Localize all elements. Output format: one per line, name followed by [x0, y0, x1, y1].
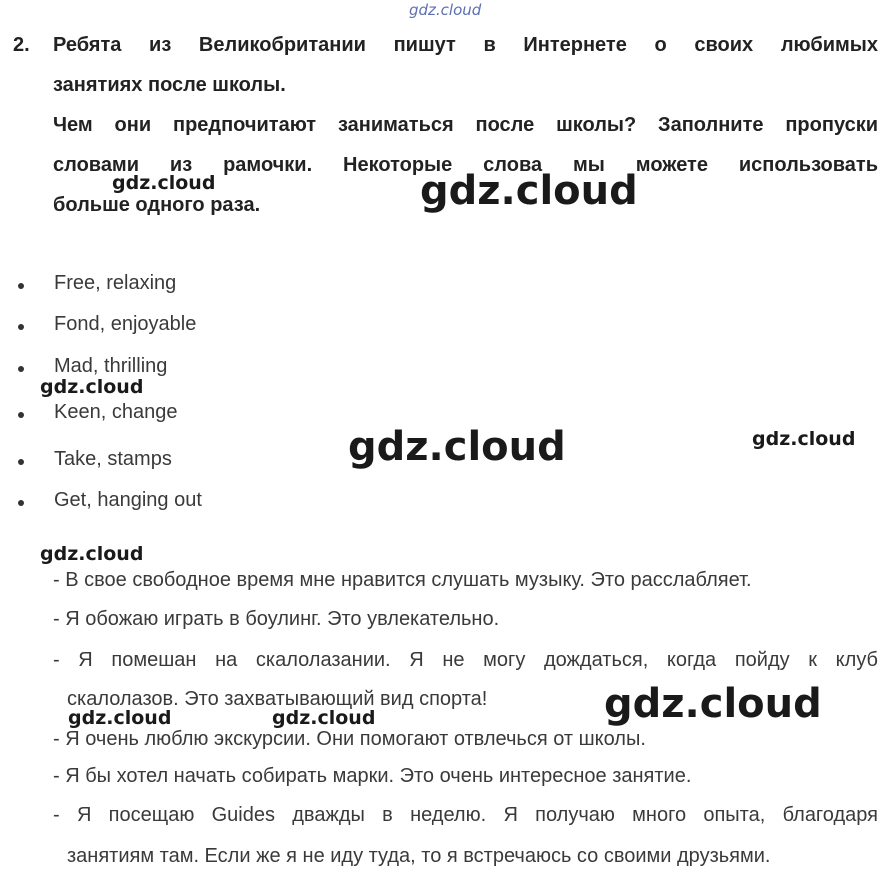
- bullet-icon: [18, 459, 24, 465]
- watermark-text: gdz.cloud: [409, 1, 482, 19]
- task-line-3: Чем они предпочитают заниматься после школы? Заполните пропуски: [53, 114, 878, 136]
- translation-line: скалолазов. Это захватывающий вид спорта!: [67, 688, 488, 710]
- translation-line: - Я обожаю играть в боулинг. Это увлекательно.: [53, 608, 500, 630]
- translation-line: - Я очень люблю экскурсии. Они помогают отвлечься от школы.: [53, 728, 646, 750]
- watermark-text: gdz.cloud: [40, 376, 144, 398]
- translation-line: - Я бы хотел начать собирать марки. Это очень интересное занятие.: [53, 765, 692, 787]
- task-line-2: занятиях после школы.: [53, 74, 286, 96]
- watermark-text: gdz.cloud: [420, 168, 638, 214]
- bullet-icon: [18, 500, 24, 506]
- translation-line: - В свое свободное время мне нравится слушать музыку. Это расслабляет.: [53, 569, 752, 591]
- bullet-icon: [18, 366, 24, 372]
- translation-line: - Я посещаю Guides дважды в неделю. Я получаю много опыта, благодаря: [53, 804, 878, 826]
- task-line-5: больше одного раза.: [53, 194, 261, 216]
- watermark-text: gdz.cloud: [40, 543, 144, 565]
- watermark-text: gdz.cloud: [68, 707, 172, 729]
- translation-line: занятиям там. Если же я не иду туда, то я встречаюсь со своими друзьями.: [67, 845, 771, 867]
- translation-line: - Я помешан на скалолазании. Я не могу дождаться, когда пойду к клуб: [53, 649, 878, 671]
- watermark-text: gdz.cloud: [604, 681, 822, 727]
- task-line-1: Ребята из Великобритании пишут в Интернете о своих любимых: [53, 34, 878, 56]
- task-line-4: словами из рамочки. Некоторые слова мы можете использовать: [53, 154, 878, 176]
- watermark-text: gdz.cloud: [752, 428, 856, 450]
- bullet-icon: [18, 283, 24, 289]
- bullet-icon: [18, 412, 24, 418]
- watermark-text: gdz.cloud: [112, 172, 216, 194]
- task-number: 2.: [13, 34, 30, 56]
- watermark-text: gdz.cloud: [348, 424, 566, 470]
- bullet-icon: [18, 324, 24, 330]
- watermark-text: gdz.cloud: [272, 707, 376, 729]
